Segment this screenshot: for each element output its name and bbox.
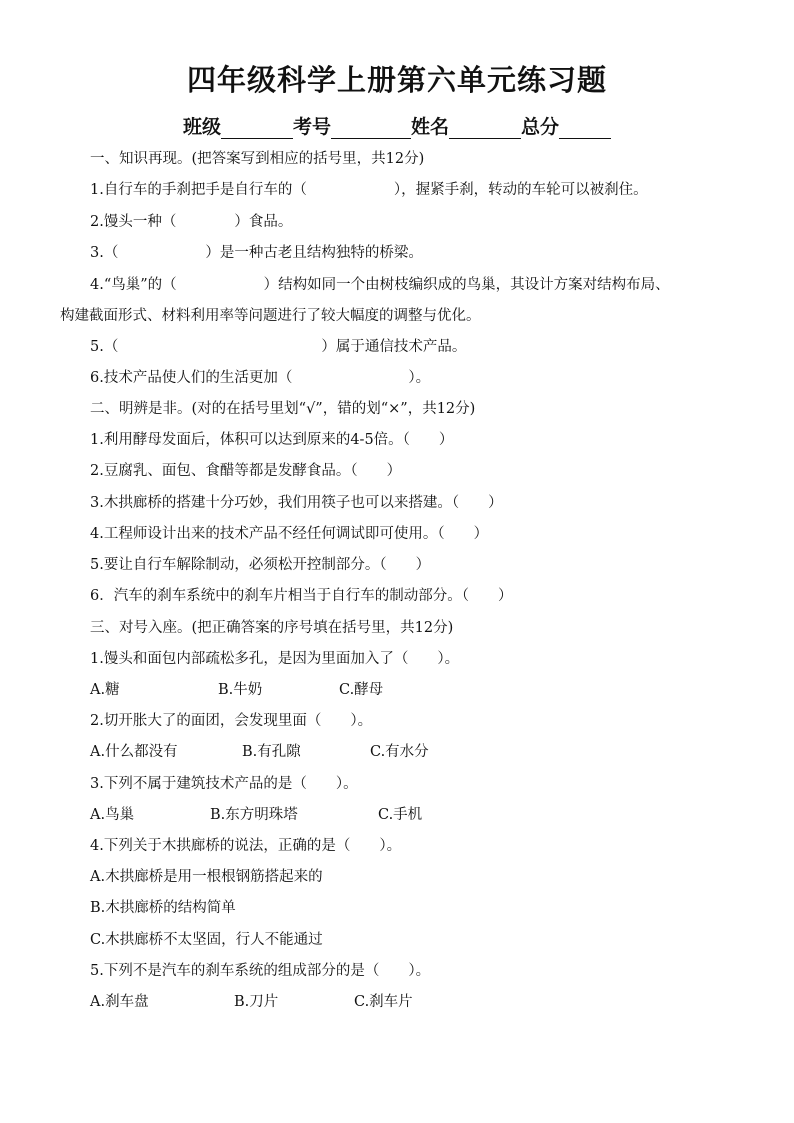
section2-q4: 4.工程师设计出来的技术产品不经任何调试即可使用。（ ） bbox=[90, 526, 489, 542]
q4-option-c: C.木拱廊桥不太坚固，行人不能通过 bbox=[90, 932, 323, 948]
exam-no-label: 考号 bbox=[292, 116, 331, 138]
q1-option-b: B.牛奶 bbox=[218, 682, 263, 698]
section1-q3: 3.（ ）是一种古老且结构独特的桥梁。 bbox=[90, 245, 423, 261]
section3-q3-options bbox=[90, 806, 422, 824]
q5-option-c: C.刹车片 bbox=[354, 994, 413, 1010]
q5-option-a: A.刹车盘 bbox=[90, 994, 149, 1010]
section1-q2: 2.馒头一种（ ）食品。 bbox=[90, 214, 293, 230]
section3-q5: 5.下列不是汽车的刹车系统的组成部分的是（ ）。 bbox=[90, 963, 431, 979]
q3-option-c: C.手机 bbox=[378, 807, 423, 823]
section3-q1-options bbox=[90, 681, 383, 699]
section3-q2-options bbox=[90, 743, 429, 761]
section2-q3: 3.木拱廊桥的搭建十分巧妙，我们用筷子也可以来搭建。（ ） bbox=[90, 495, 503, 511]
q3-option-b: B.东方明珠塔 bbox=[210, 807, 298, 823]
q1-option-c: C.酵母 bbox=[339, 682, 384, 698]
section2-q5: 5.要让自行车解除制动，必须松开控制部分。（ ） bbox=[90, 557, 431, 573]
section1-q1: 1.自行车的手刹把手是自行车的（ ），握紧手刹，转动的车轮可以被刹住。 bbox=[90, 182, 648, 198]
q2-option-a: A.什么都没有 bbox=[90, 744, 178, 760]
section2-q6: 6．汽车的刹车系统中的刹车片相当于自行车的制动部分。（ ） bbox=[90, 588, 513, 604]
section1-q4-line2: 构建截面形式、材料利用率等问题进行了较大幅度的调整与优化。 bbox=[60, 308, 481, 324]
section1-q6: 6.技术产品使人们的生活更加（ ）。 bbox=[90, 370, 431, 386]
section1-heading: 一、知识再现。(把答案写到相应的括号里，共12分) bbox=[90, 151, 425, 167]
section3-q1: 1.馒头和面包内部疏松多孔，是因为里面加入了（ ）。 bbox=[90, 651, 460, 667]
section1-q4-line1: 4.“鸟巢”的（ ）结构如同一个由树枝编织成的鸟巢，其设计方案对结构布局、 bbox=[90, 277, 670, 293]
q1-option-a: A.糖 bbox=[90, 682, 120, 698]
name-blank bbox=[449, 118, 521, 139]
section2-q2: 2.豆腐乳、面包、食醋等都是发酵食品。（ ） bbox=[90, 463, 402, 479]
q2-option-c: C.有水分 bbox=[370, 744, 429, 760]
q5-option-b: B.刀片 bbox=[234, 994, 279, 1010]
section3-q4: 4.下列关于木拱廊桥的说法，正确的是（ ）。 bbox=[90, 838, 402, 854]
class-label: 班级 bbox=[182, 116, 221, 138]
section3-q3: 3.下列不属于建筑技术产品的是（ ）。 bbox=[90, 776, 358, 792]
page-title: 四年级科学上册第六单元练习题 bbox=[186, 63, 607, 97]
section1-q5: 5.（ ）属于通信技术产品。 bbox=[90, 339, 467, 355]
score-blank bbox=[559, 118, 611, 139]
section2-heading: 二、明辨是非。(对的在括号里划“√”，错的划“×”，共12分) bbox=[90, 401, 476, 417]
score-label: 总分 bbox=[521, 116, 560, 138]
student-info-line bbox=[0, 112, 794, 139]
class-blank bbox=[221, 118, 293, 139]
q4-option-b: B.木拱廊桥的结构简单 bbox=[90, 900, 236, 916]
name-label: 姓名 bbox=[411, 116, 450, 138]
q4-option-a: A.木拱廊桥是用一根根钢筋搭起来的 bbox=[90, 869, 323, 885]
section3-q5-options bbox=[90, 993, 413, 1011]
section3-q2: 2.切开胀大了的面团，会发现里面（ ）。 bbox=[90, 713, 373, 729]
section3-heading: 三、对号入座。(把正确答案的序号填在括号里，共12分) bbox=[90, 620, 454, 636]
q2-option-b: B.有孔隙 bbox=[242, 744, 301, 760]
exam-no-blank bbox=[331, 118, 411, 139]
q3-option-a: A.鸟巢 bbox=[90, 807, 135, 823]
section2-q1: 1.利用酵母发面后，体积可以达到原来的4-5倍。（ ） bbox=[90, 432, 454, 448]
